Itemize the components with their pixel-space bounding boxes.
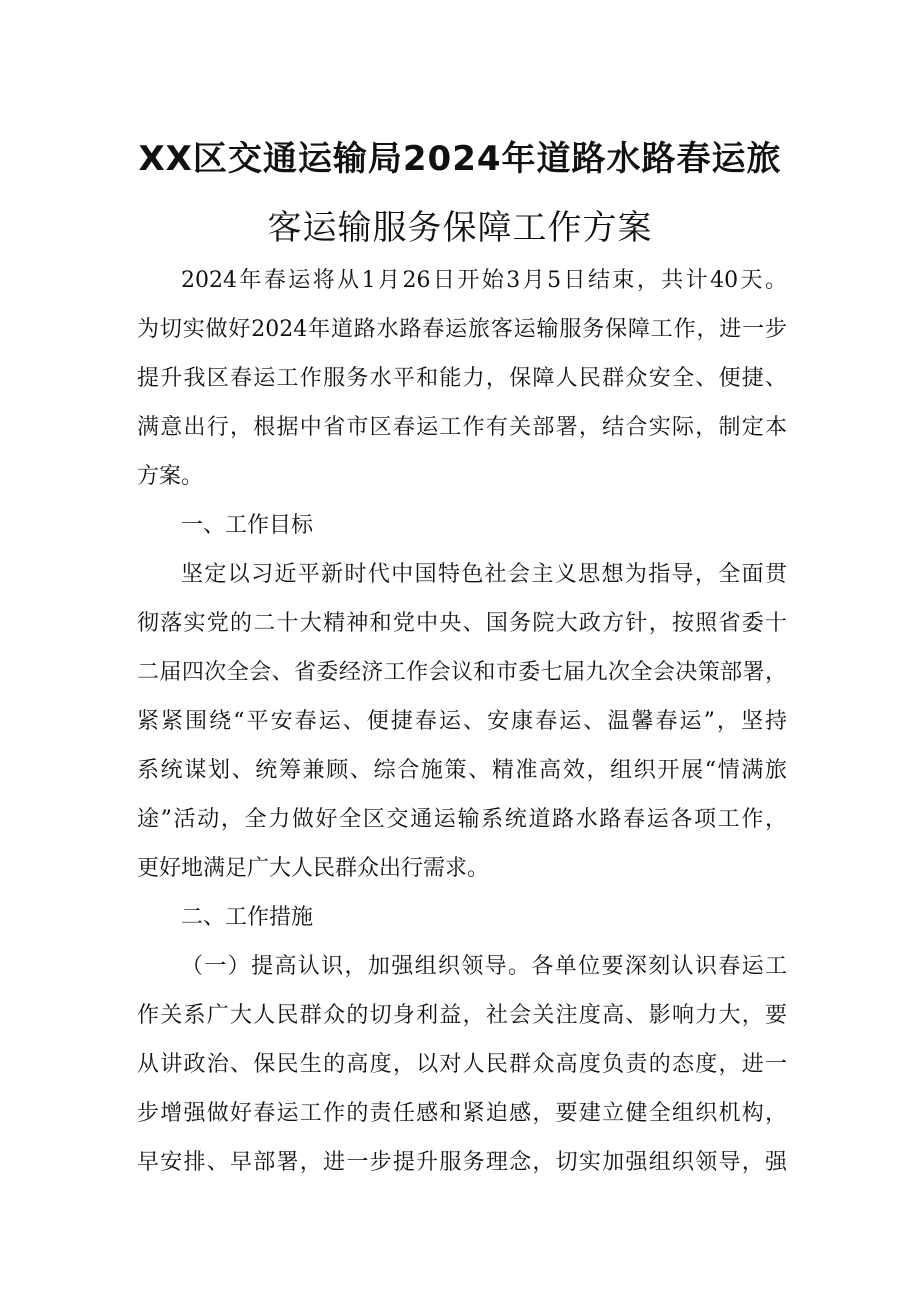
section2-line: 作关系广大人民群众的切身利益，社会关注度高、影响力大，要 bbox=[137, 1003, 787, 1028]
section-heading: 一、工作目标 bbox=[181, 513, 314, 538]
section1-line: 途”活动，全力做好全区交通运输系统道路水路春运各项工作， bbox=[137, 807, 787, 832]
section2-line: 从讲政治、保民生的高度，以对人民群众高度负责的态度，进一 bbox=[137, 1052, 787, 1077]
section1-line: 系统谋划、统筹兼顾、综合施策、精准高效，组织开展“情满旅 bbox=[137, 758, 787, 783]
section2-line: （一）提高认识，加强组织领导。各单位要深刻认识春运工 bbox=[181, 954, 787, 979]
intro-line: 方案。 bbox=[137, 464, 204, 489]
section2-line: 步增强做好春运工作的责任感和紧迫感，要建立健全组织机构， bbox=[137, 1101, 787, 1126]
document-title-line-1: XX区交通运输局2024年道路水路春运旅 bbox=[138, 139, 782, 179]
section1-line: 坚定以习近平新时代中国特色社会主义思想为指导，全面贯 bbox=[181, 562, 787, 587]
section2-line: 早安排、早部署，进一步提升服务理念，切实加强组织领导，强 bbox=[137, 1150, 787, 1175]
intro-line: 为切实做好2024年道路水路春运旅客运输服务保障工作，进一步 bbox=[137, 317, 787, 342]
intro-line: 满意出行，根据中省市区春运工作有关部署，结合实际，制定本 bbox=[137, 415, 787, 440]
intro-line: 提升我区春运工作服务水平和能力，保障人民群众安全、便捷、 bbox=[137, 366, 787, 391]
intro-line: 2024年春运将从1月26日开始3月5日结束，共计40天。 bbox=[181, 268, 787, 293]
section1-line: 彻落实党的二十大精神和党中央、国务院大政方针，按照省委十 bbox=[137, 611, 787, 636]
section1-line: 紧紧围绕“平安春运、便捷春运、安康春运、温馨春运”，坚持 bbox=[137, 709, 787, 734]
section-heading: 二、工作措施 bbox=[181, 905, 314, 930]
section1-line: 更好地满足广大人民群众出行需求。 bbox=[137, 856, 490, 881]
document-title-line-2: 客运输服务保障工作方案 bbox=[267, 208, 653, 248]
section1-line: 二届四次全会、省委经济工作会议和市委七届九次全会决策部署， bbox=[137, 660, 787, 685]
